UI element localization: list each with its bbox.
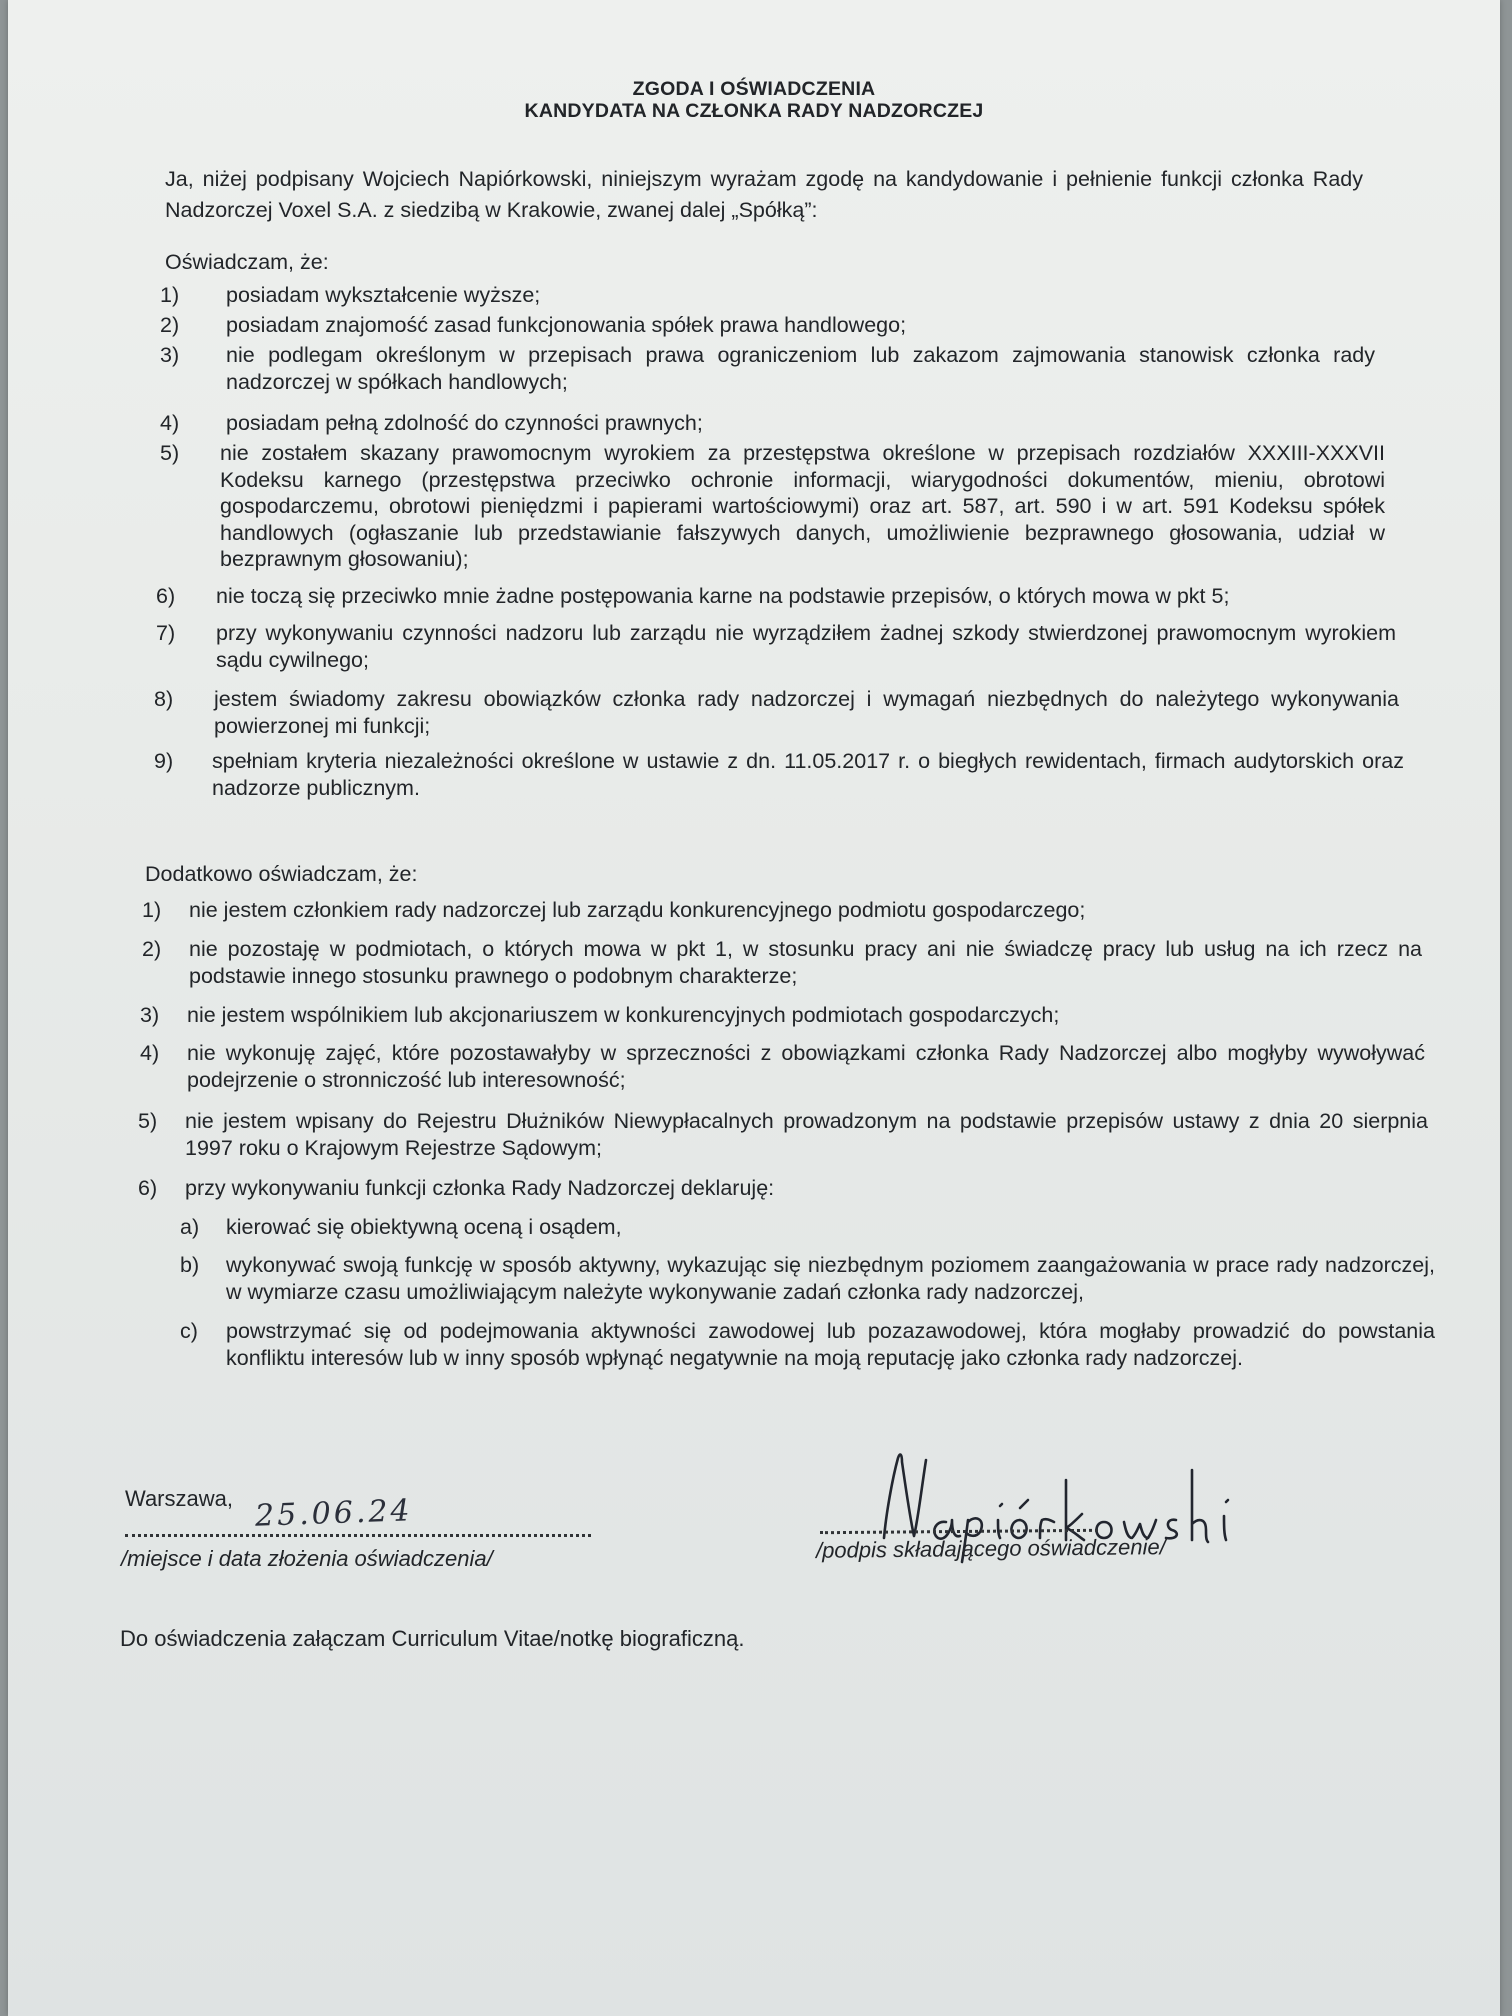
sub-list-item-letter: a)	[180, 1215, 200, 1239]
place-date-caption: /miejsce i data złożenia oświadczenia/	[121, 1546, 493, 1571]
list-item-text: nie jestem wspólnikiem lub akcjonariuszem w konkurencyjnych podmiotach gospodarczych;	[187, 1003, 1060, 1027]
list-item-number: 5)	[138, 1109, 158, 1133]
list-item-text: przy wykonywaniu czynności nadzoru lub zarządu nie wyrządziłem żadnej szkody stwierdzonej prawomocnym wyrokiem sądu cywilnego;	[216, 621, 1396, 672]
attachment-note: Do oświadczenia załączam Curriculum Vitae/notkę biograficzną.	[120, 1626, 745, 1651]
list-item-number: 5)	[160, 441, 180, 465]
sub-list-item-letter: c)	[180, 1319, 198, 1343]
list-item-number: 8)	[154, 687, 174, 711]
list-item-text: nie zostałem skazany prawomocnym wyrokiem za przestępstwa określone w przepisach rozdziałów XXXIII-XXXVII Kodeksu karnego (przestępstwa przeciwko ochronie informacji, wiarygodności dokumentów, mieniu, obrotowi gospodarczemu, obrotowi pieniędzmi i papierami wartościowymi) oraz art. 587, art. 590 i w art. 591 Kodeksu spółek handlowych (ogłaszanie lub przedstawianie fałszywych danych, umożliwienie bezprawnego głosowania, udział w bezprawnym głosowaniu);	[220, 441, 1385, 571]
list-item-number: 6)	[156, 584, 176, 608]
sub-list-item-text: kierować się obiektywną oceną i osądem,	[226, 1215, 622, 1239]
list-item-text: nie toczą się przeciwko mnie żadne postępowania karne na podstawie przepisów, o których mowa w pkt 5;	[216, 584, 1230, 608]
list-item-number: 2)	[142, 937, 162, 961]
list-item-number: 1)	[160, 283, 180, 307]
list-item-text: nie podlegam określonym w przepisach prawa ograniczeniom lub zakazom zajmowania stanowisk członka rady nadzorczej w spółkach handlowych;	[226, 343, 1375, 394]
list-item-number: 3)	[140, 1003, 160, 1027]
list-item-text: posiadam znajomość zasad funkcjonowania spółek prawa handlowego;	[226, 313, 907, 337]
list-item-number: 6)	[138, 1176, 158, 1200]
document-subtitle: KANDYDATA NA CZŁONKA RADY NADZORCZEJ	[524, 100, 984, 122]
sub-list-item-text: powstrzymać się od podejmowania aktywności zawodowej lub pozazawodowej, która mogłaby prowadzić do powstania konfliktu interesów lub w inny sposób wpłynąć negatywnie na moją reputację jako członka rady nadzorczej.	[226, 1319, 1435, 1370]
list-item-text: spełniam kryteria niezależności określone w ustawie z dn. 11.05.2017 r. o biegłych rewidentach, firmach audytorskich oraz nadzorze publicznym.	[212, 749, 1404, 800]
list-item-text: przy wykonywaniu funkcji członka Rady Nadzorczej deklaruję:	[185, 1176, 775, 1200]
place-label: Warszawa,	[125, 1486, 233, 1511]
list-item-number: 9)	[154, 749, 174, 773]
list-item-text: posiadam pełną zdolność do czynności prawnych;	[226, 411, 703, 435]
sub-list-item-letter: b)	[180, 1253, 200, 1277]
list-item-text: nie wykonuję zajęć, które pozostawałyby w sprzeczności z obowiązkami członka Rady Nadzorczej albo mogłyby wywoływać podejrzenie o stronniczość lub interesowność;	[187, 1041, 1425, 1092]
list-item-text: nie jestem członkiem rady nadzorczej lub zarządu konkurencyjnego podmiotu gospodarczego;	[189, 898, 1086, 922]
list-item-number: 4)	[160, 411, 180, 435]
handwritten-date: 25.06.24	[254, 1493, 414, 1534]
list-item-number: 3)	[160, 343, 180, 367]
sub-list-item-text: wykonywać swoją funkcję w sposób aktywny, wykazując się niezbędnym poziomem zaangażowania w prace rady nadzorczej, w wymiarze czasu umożliwiającym należyte wykonywanie zadań członka rady nadzorczej,	[226, 1253, 1435, 1304]
list-item-number: 1)	[142, 898, 162, 922]
intro-paragraph: Ja, niżej podpisany Wojciech Napiórkowski, niniejszym wyrażam zgodę na kandydowanie i pełnienie funkcji członka Rady Nadzorczej Voxel S.A. z siedzibą w Krakowie, zwanej dalej „Spółką”:	[165, 167, 1363, 222]
document-title: ZGODA I OŚWIADCZENIA	[632, 78, 876, 100]
list-item-text: jestem świadomy zakresu obowiązków członka rady nadzorczej i wymagań niezbędnych do należytego wykonywania powierzonej mi funkcji;	[214, 687, 1399, 738]
list-item-number: 7)	[156, 621, 176, 645]
section1-heading: Oświadczam, że:	[165, 250, 329, 274]
list-item-number: 2)	[160, 313, 180, 337]
signature-caption: /podpis składającego oświadczenie/	[815, 1534, 1166, 1563]
list-item-text: posiadam wykształcenie wyższe;	[226, 283, 541, 307]
list-item-text: nie pozostaję w podmiotach, o których mowa w pkt 1, w stosunku pracy ani nie świadczę pracy lub usług na ich rzecz na podstawie innego stosunku prawnego o podobnym charakterze;	[189, 937, 1422, 988]
document-page	[8, 0, 1500, 2016]
list-item-number: 4)	[140, 1041, 160, 1065]
section2-heading: Dodatkowo oświadczam, że:	[145, 862, 418, 886]
list-item-text: nie jestem wpisany do Rejestru Dłużników Niewypłacalnych prowadzonym na podstawie przepisów ustawy z dnia 20 sierpnia 1997 roku o Krajowym Rejestrze Sądowym;	[185, 1109, 1428, 1160]
date-dotted-line	[125, 1534, 591, 1537]
